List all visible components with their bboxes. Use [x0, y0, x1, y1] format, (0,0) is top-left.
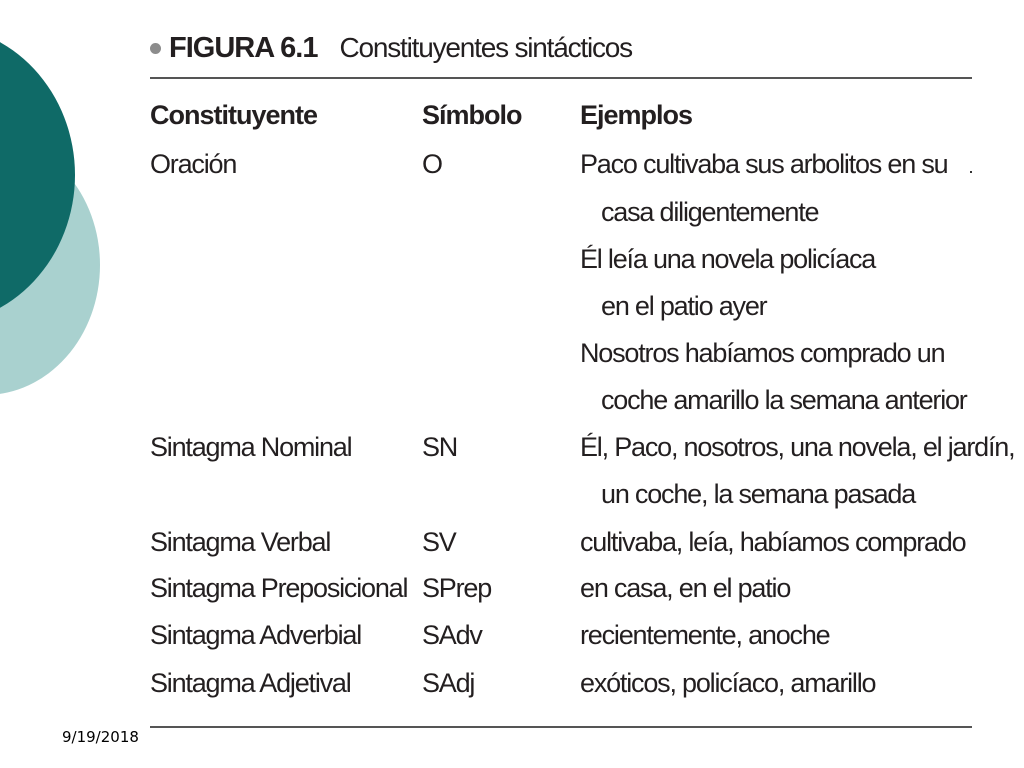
header-constituent: Constituyente: [150, 100, 318, 130]
example-line: en el patio ayer: [601, 291, 767, 321]
example-line: cultivaba, leía, habíamos comprado: [580, 527, 966, 557]
example-line: Él, Paco, nosotros, una novela, el jardín,: [580, 432, 1015, 462]
constituent-cell: Oración: [150, 149, 237, 179]
header-symbol: Símbolo: [422, 100, 522, 130]
constituent-cell: Sintagma Verbal: [150, 527, 331, 557]
symbol-cell: SN: [422, 432, 458, 462]
bullet-dot-icon: [150, 43, 161, 54]
symbol-cell: SV: [422, 527, 456, 557]
constituent-cell: Sintagma Nominal: [150, 432, 352, 462]
example-line: exóticos, policíaco, amarillo: [580, 668, 876, 698]
example-line: Él leía una novela policíaca: [580, 244, 876, 274]
symbol-cell: SPrep: [422, 573, 492, 603]
example-line: casa diligentemente: [601, 197, 819, 227]
example-line: un coche, la semana pasada: [601, 479, 916, 509]
bottom-rule: [150, 726, 972, 728]
example-line: recientemente, anoche: [580, 620, 830, 650]
symbol-cell: SAdv: [422, 620, 482, 650]
example-line: Nosotros habíamos comprado un: [580, 338, 945, 368]
symbol-cell: SAdj: [422, 668, 475, 698]
header-examples: Ejemplos: [580, 100, 693, 130]
top-rule: [150, 77, 972, 79]
example-line: Paco cultivaba sus arbolitos en su: [580, 149, 948, 179]
figure-title: [150, 28, 632, 68]
symbol-cell: O: [422, 149, 442, 179]
constituent-cell: Sintagma Adverbial: [150, 620, 362, 650]
constituent-cell: Sintagma Preposicional: [150, 573, 408, 603]
speck-mark: [970, 171, 972, 173]
slide-date: 9/19/2018: [62, 728, 139, 746]
example-line: coche amarillo la semana anterior: [601, 385, 967, 415]
figure-caption: Constituyentes sintácticos: [339, 32, 632, 63]
example-line: en casa, en el patio: [580, 573, 791, 603]
figure-label: FIGURA 6.1: [169, 31, 318, 64]
constituent-cell: Sintagma Adjetival: [150, 668, 351, 698]
